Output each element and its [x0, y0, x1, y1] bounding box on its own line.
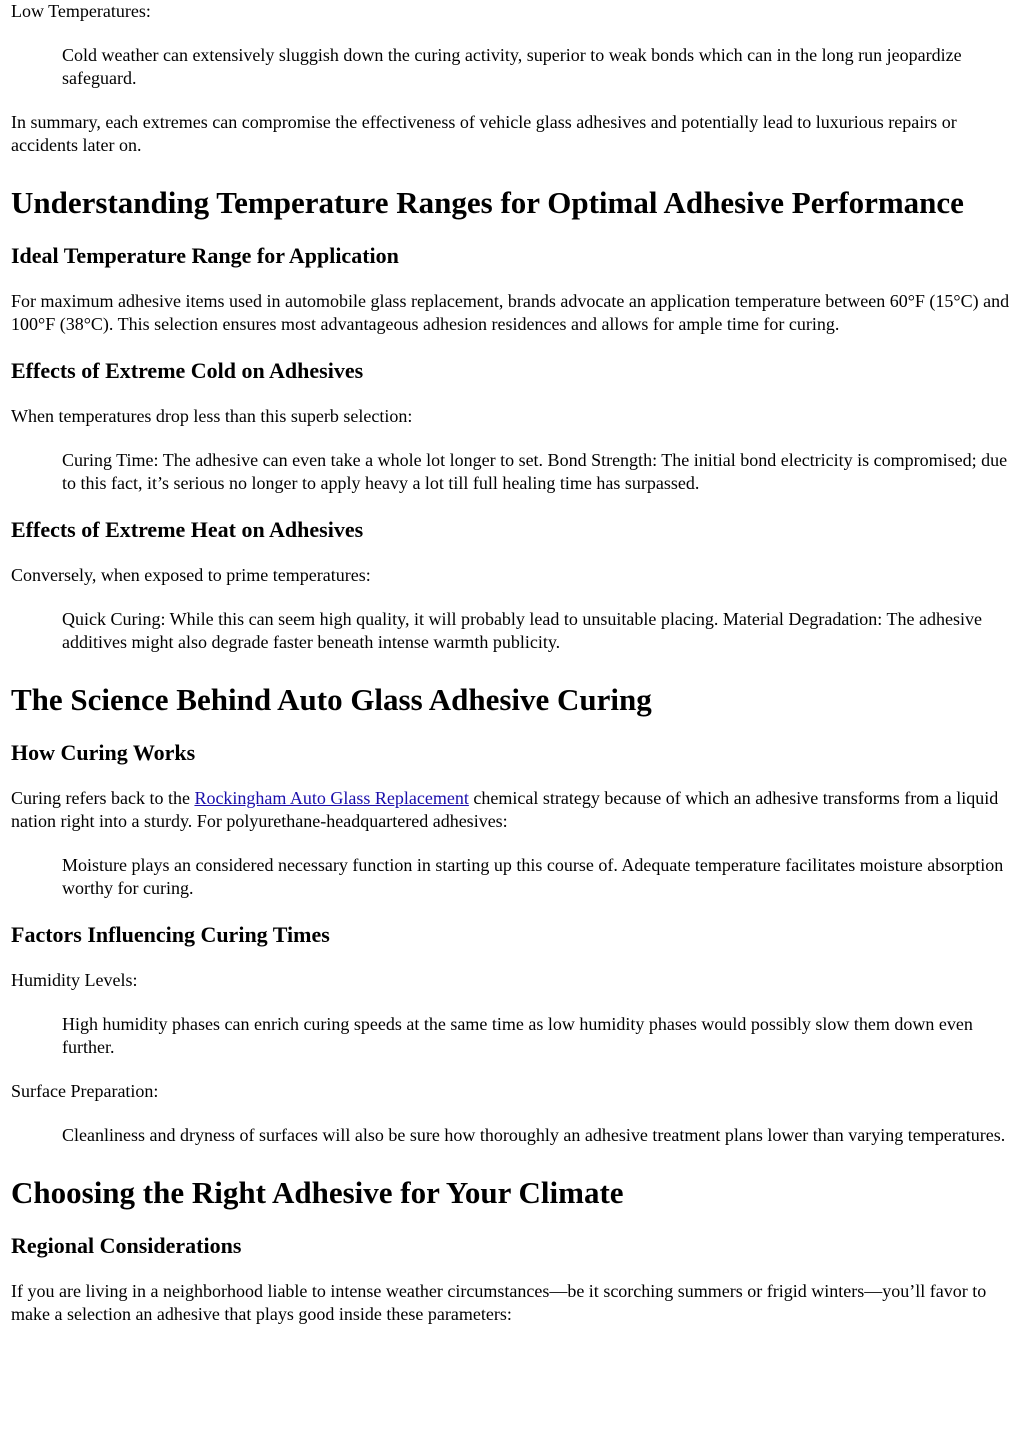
regional-paragraph: If you are living in a neighborhood liable to intense weather circumstances—be it scorching summers or frigid winters—you’ll favor to make a selection an adhesive that plays good inside these parameters:: [11, 1281, 987, 1324]
heading-ideal-range: Ideal Temperature Range for Application: [11, 243, 399, 268]
heading-how-curing-works: How Curing Works: [11, 740, 196, 765]
summary-paragraph: In summary, each extremes can compromise the effectiveness of vehicle glass adhesives and potentially lead to luxurious repairs or accidents later on.: [11, 112, 957, 155]
curing-text-after-link: chemical strategy because of which an adhesive transforms from a liquid nation right into a sturdy. For polyurethane-headquartered adhesives:: [11, 788, 999, 831]
surface-label: Surface Preparation:: [11, 1081, 159, 1101]
heading-science: The Science Behind Auto Glass Adhesive Curing: [11, 682, 652, 717]
humidity-quote: High humidity phases can enrich curing speeds at the same time as low humidity phases would possibly slow them down even further.: [62, 1014, 973, 1057]
heading-extreme-heat: Effects of Extreme Heat on Adhesives: [11, 517, 364, 542]
extreme-heat-quote: Quick Curing: While this can seem high quality, it will probably lead to unsuitable placing. Material Degradation: The adhesive additives might also degrade faster beneath intense warmth publicity.: [62, 609, 982, 652]
rockingham-auto-glass-link[interactable]: Rockingham Auto Glass Replacement: [194, 788, 469, 808]
heading-regional: Regional Considerations: [11, 1233, 242, 1258]
heading-extreme-cold: Effects of Extreme Cold on Adhesives: [11, 358, 364, 383]
ideal-range-paragraph: For maximum adhesive items used in automobile glass replacement, brands advocate an application temperature between 60°F (15°C) and 100°F (38°C). This selection ensures most advantageous adhesion residences and allows for ample time for curing.: [11, 291, 1010, 334]
curing-paragraph: [11, 787, 1013, 833]
extreme-heat-intro: Conversely, when exposed to prime temperatures:: [11, 565, 371, 585]
heading-temperature-ranges: Understanding Temperature Ranges for Optimal Adhesive Performance: [11, 185, 964, 220]
low-temperatures-label: Low Temperatures:: [11, 1, 151, 21]
low-temperatures-quote: Cold weather can extensively sluggish down the curing activity, superior to weak bonds which can in the long run jeopardize safeguard.: [62, 45, 962, 88]
surface-quote: Cleanliness and dryness of surfaces will also be sure how thoroughly an adhesive treatment plans lower than varying temperatures.: [62, 1125, 1006, 1145]
curing-text-before-link: Curing refers back to the: [11, 788, 195, 808]
curing-quote: Moisture plays an considered necessary function in starting up this course of. Adequate temperature facilitates moisture absorption worthy for curing.: [62, 855, 1004, 898]
extreme-cold-intro: When temperatures drop less than this superb selection:: [11, 406, 413, 426]
heading-choosing: Choosing the Right Adhesive for Your Climate: [11, 1175, 624, 1210]
humidity-label: Humidity Levels:: [11, 970, 138, 990]
heading-factors: Factors Influencing Curing Times: [11, 922, 330, 947]
extreme-cold-quote: Curing Time: The adhesive can even take a whole lot longer to set. Bond Strength: The initial bond electricity is compromised; due to this fact, it’s serious no longer to apply heavy a lot till full healing time has surpassed.: [62, 450, 1008, 493]
